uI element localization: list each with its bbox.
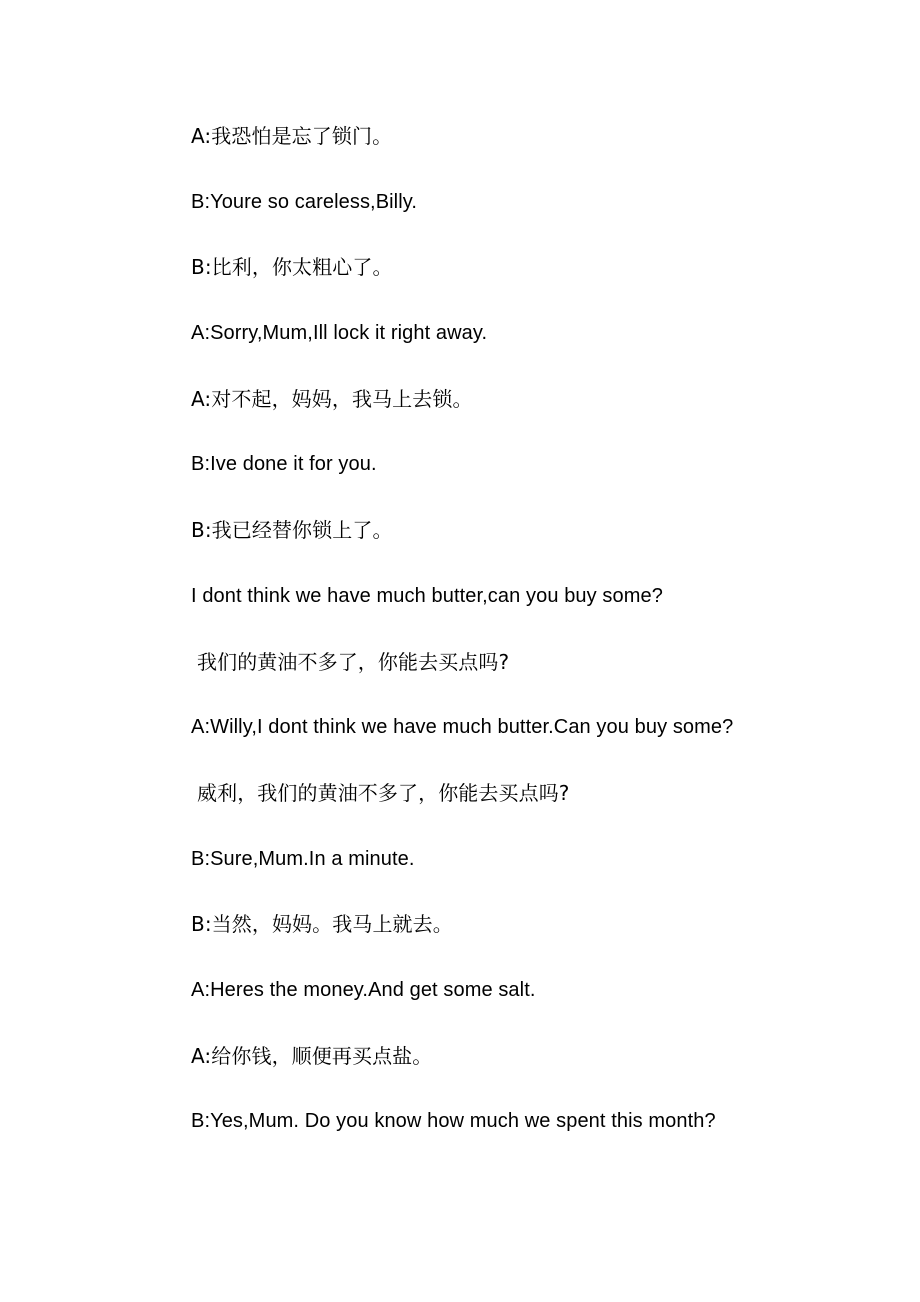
dialogue-line: 我们的黄油不多了，你能去买点吗? [197, 649, 510, 674]
dialogue-line: I dont think we have much butter,can you buy some? [191, 584, 663, 607]
dialogue-line: B:当然，妈妈。我马上就去。 [191, 912, 453, 937]
dialogue-line: A:Willy,I dont think we have much butter.Can you buy some? [191, 716, 734, 739]
dialogue-line: A:Heres the money.And get some salt. [191, 978, 536, 1001]
dialogue-line: A:我恐怕是忘了锁门。 [191, 124, 393, 148]
dialogue-line: B:比利，你太粗心了。 [191, 255, 393, 280]
dialogue-line: 威利，我们的黄油不多了，你能去买点吗? [197, 780, 570, 805]
dialogue-line: B:Ive done it for you. [191, 453, 377, 476]
dialogue-line: B:Sure,Mum.In a minute. [191, 847, 415, 870]
dialogue-line: A:Sorry,Mum,Ill lock it right away. [191, 322, 488, 345]
dialogue-text [191, 115, 891, 1166]
dialogue-line: B:Yes,Mum. Do you know how much we spent this month? [191, 1110, 716, 1133]
dialogue-line: B:Youre so careless,Billy. [191, 190, 418, 213]
dialogue-line: A:给你钱，顺便再买点盐。 [191, 1043, 433, 1068]
dialogue-line: A:对不起，妈妈，我马上去锁。 [191, 386, 473, 411]
dialogue-line: B:我已经替你锁上了。 [191, 518, 393, 543]
